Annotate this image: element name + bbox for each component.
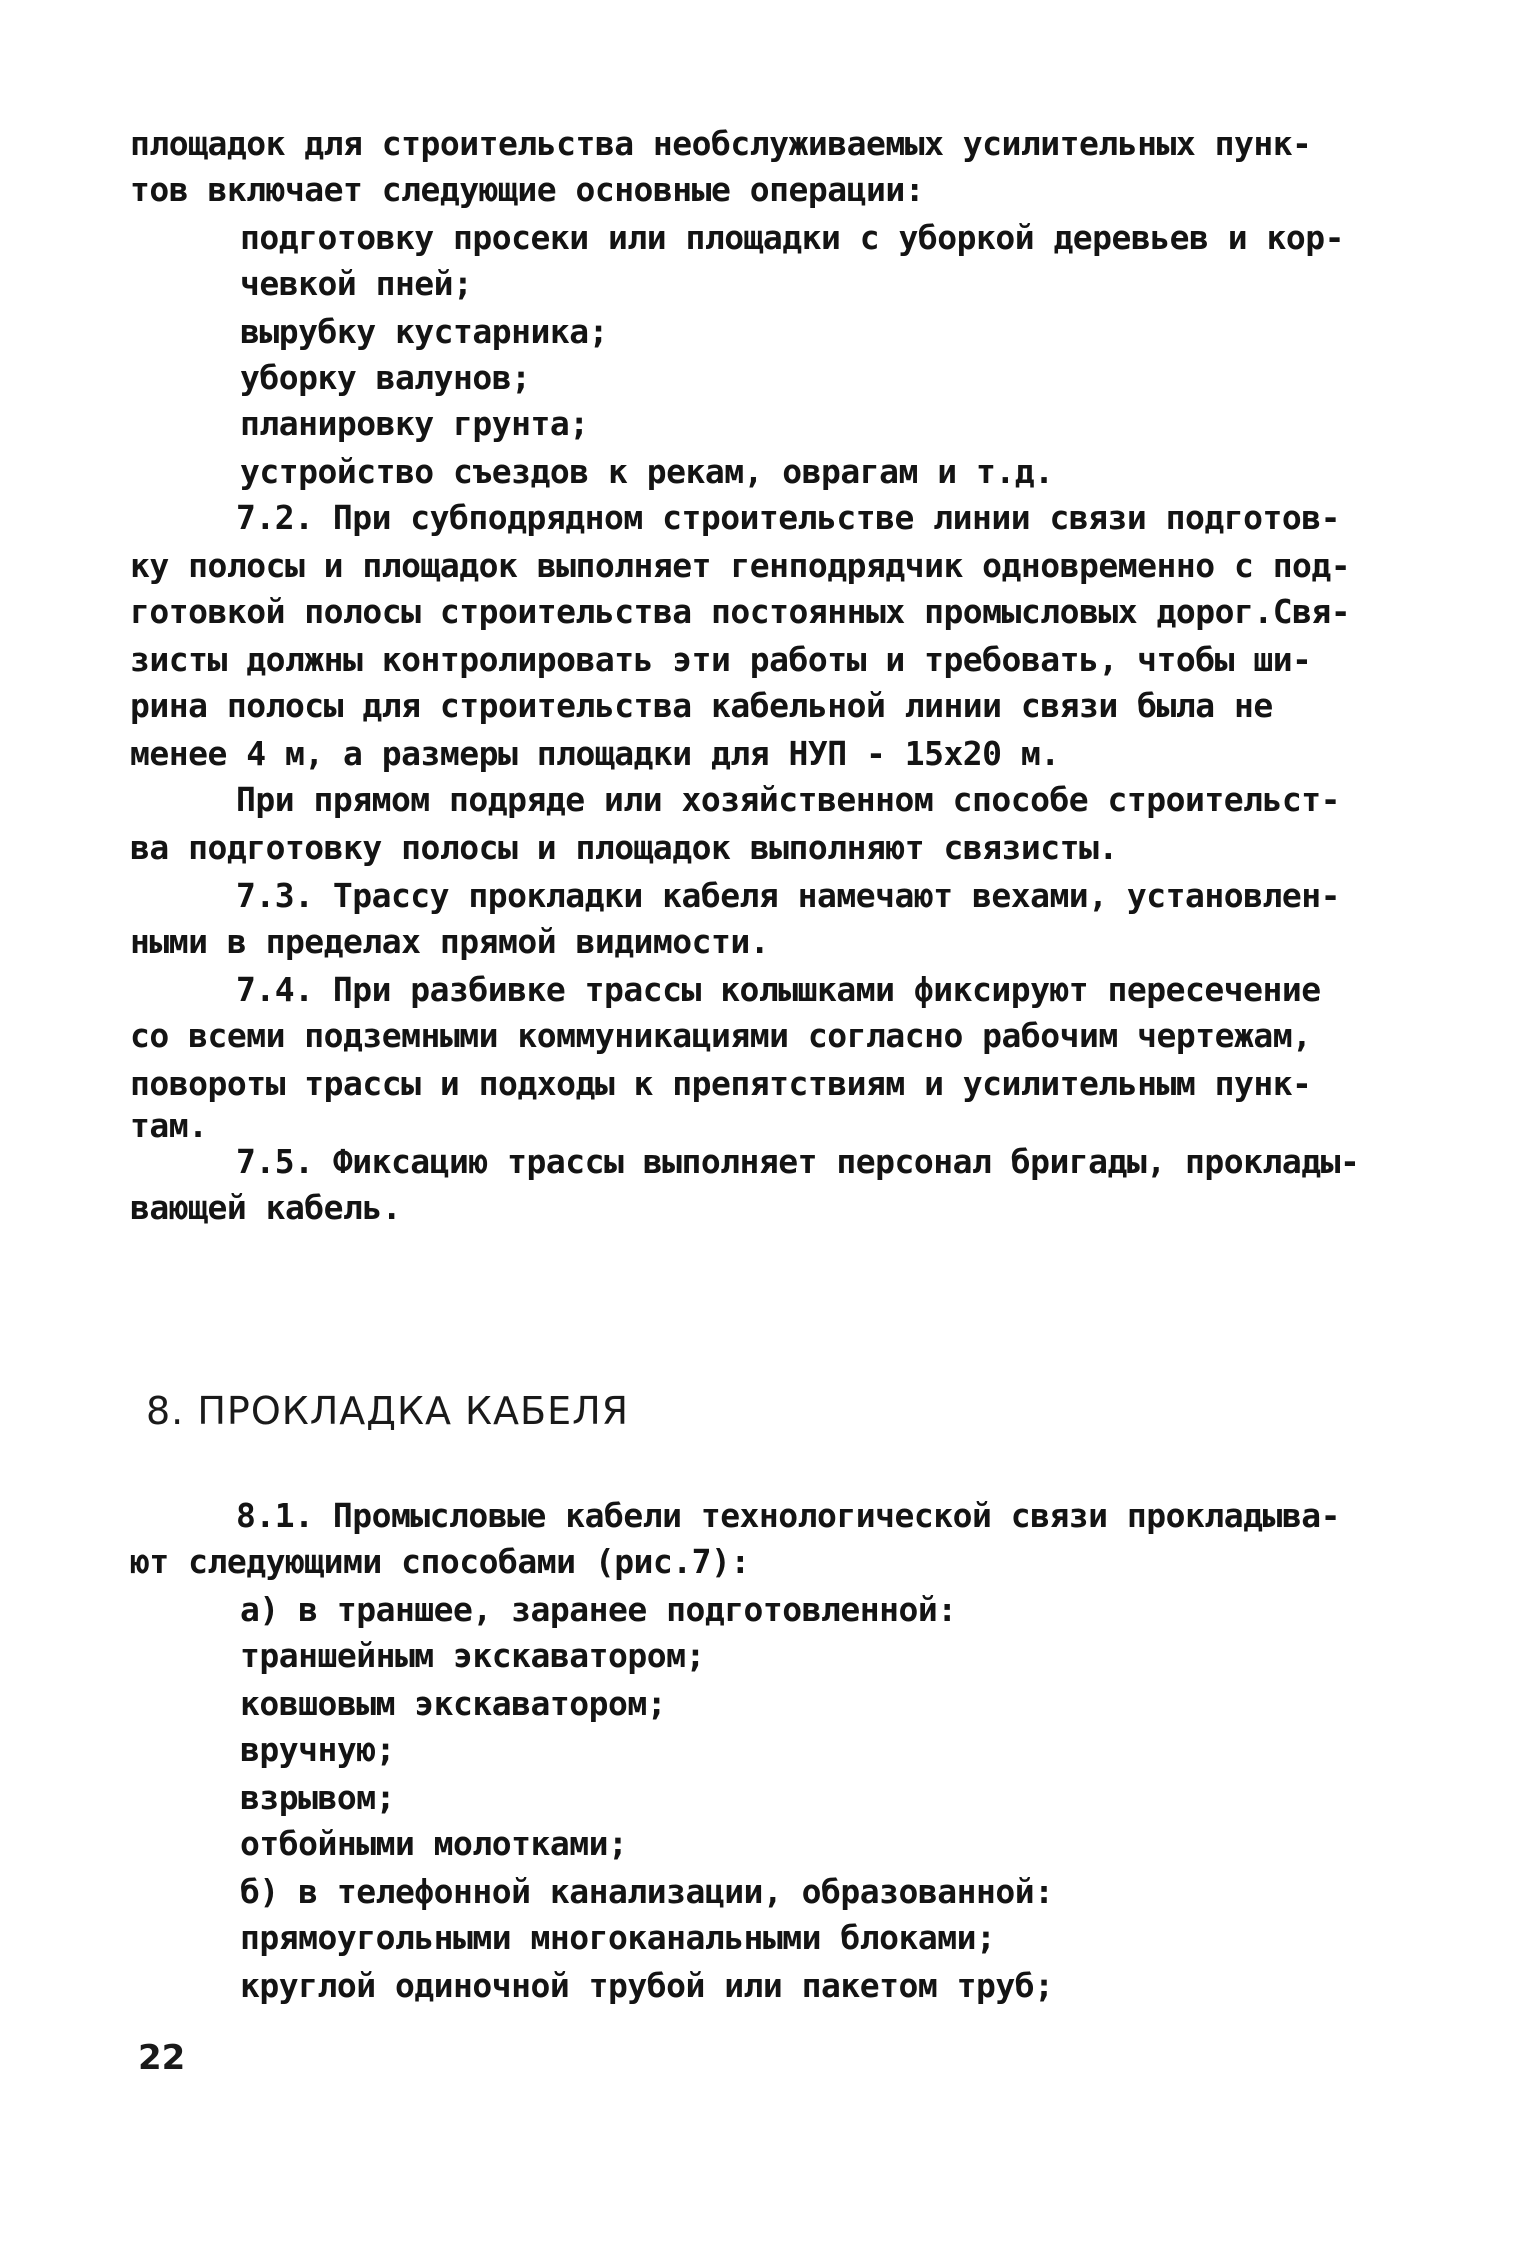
list-item: прямоугольными многоканальными блоками; <box>240 1918 996 1957</box>
list-item: вручную; <box>240 1730 395 1769</box>
text-line: тов включает следующие основные операции: <box>130 170 925 209</box>
text-line: зисты должны контролировать эти работы и требовать, чтобы ши- <box>130 640 1312 679</box>
list-item: уборку валунов; <box>240 358 531 397</box>
paragraph-7-3: 7.3. Трассу прокладки кабеля намечают вехами, установлен- <box>236 876 1340 915</box>
paragraph-direct-contract: При прямом подряде или хозяйственном способе строительст- <box>236 780 1340 819</box>
list-item: б) в телефонной канализации, образованной: <box>240 1872 1054 1911</box>
text-line: со всеми подземными коммуникациями согласно рабочим чертежам, <box>130 1016 1312 1055</box>
list-item: ковшовым экскаватором; <box>240 1684 667 1723</box>
text-line: ку полосы и площадок выполняет генподрядчик одновременно с под- <box>130 546 1351 585</box>
list-item: чевкой пней; <box>240 264 473 303</box>
text-line: там. <box>130 1106 208 1145</box>
list-item: траншейным экскаватором; <box>240 1636 705 1675</box>
list-item: вырубку кустарника; <box>240 312 608 351</box>
list-item: устройство съездов к рекам, оврагам и т.д. <box>240 452 1054 491</box>
paragraph-7-2: 7.2. При субподрядном строительстве линии связи подготов- <box>236 498 1340 537</box>
paragraph-7-5: 7.5. Фиксацию трассы выполняет персонал бригады, проклады- <box>236 1142 1360 1181</box>
text-line: готовкой полосы строительства постоянных промысловых дорог.Свя- <box>130 592 1351 631</box>
text-line: рина полосы для строительства кабельной линии связи была не <box>130 686 1273 725</box>
paragraph-8-1: 8.1. Промысловые кабели технологической связи прокладыва- <box>236 1496 1340 1535</box>
text-line: ными в пределах прямой видимости. <box>130 922 770 961</box>
list-item: круглой одиночной трубой или пакетом труб; <box>240 1966 1054 2005</box>
section-heading: 8. ПРОКЛАДКА КАБЕЛЯ <box>146 1389 630 1433</box>
text-line: ют следующими способами (рис.7): <box>130 1542 750 1581</box>
text-line: ва подготовку полосы и площадок выполняют связисты. <box>130 828 1118 867</box>
list-item: а) в траншее, заранее подготовленной: <box>240 1590 957 1629</box>
page-number: 22 <box>138 2038 186 2078</box>
list-item: взрывом; <box>240 1778 395 1817</box>
text-line: вающей кабель. <box>130 1188 402 1227</box>
text-line: менее 4 м, а размеры площадки для НУП - 15х20 м. <box>130 734 1060 773</box>
text-line: повороты трассы и подходы к препятствиям и усилительным пунк- <box>130 1064 1312 1103</box>
paragraph-7-4: 7.4. При разбивке трассы колышками фиксируют пересечение <box>236 970 1321 1009</box>
list-item: отбойными молотками; <box>240 1824 628 1863</box>
text-line: площадок для строительства необслуживаемых усилительных пунк- <box>130 124 1312 163</box>
list-item: планировку грунта; <box>240 404 589 443</box>
list-item: подготовку просеки или площадки с уборкой деревьев и кор- <box>240 218 1344 257</box>
